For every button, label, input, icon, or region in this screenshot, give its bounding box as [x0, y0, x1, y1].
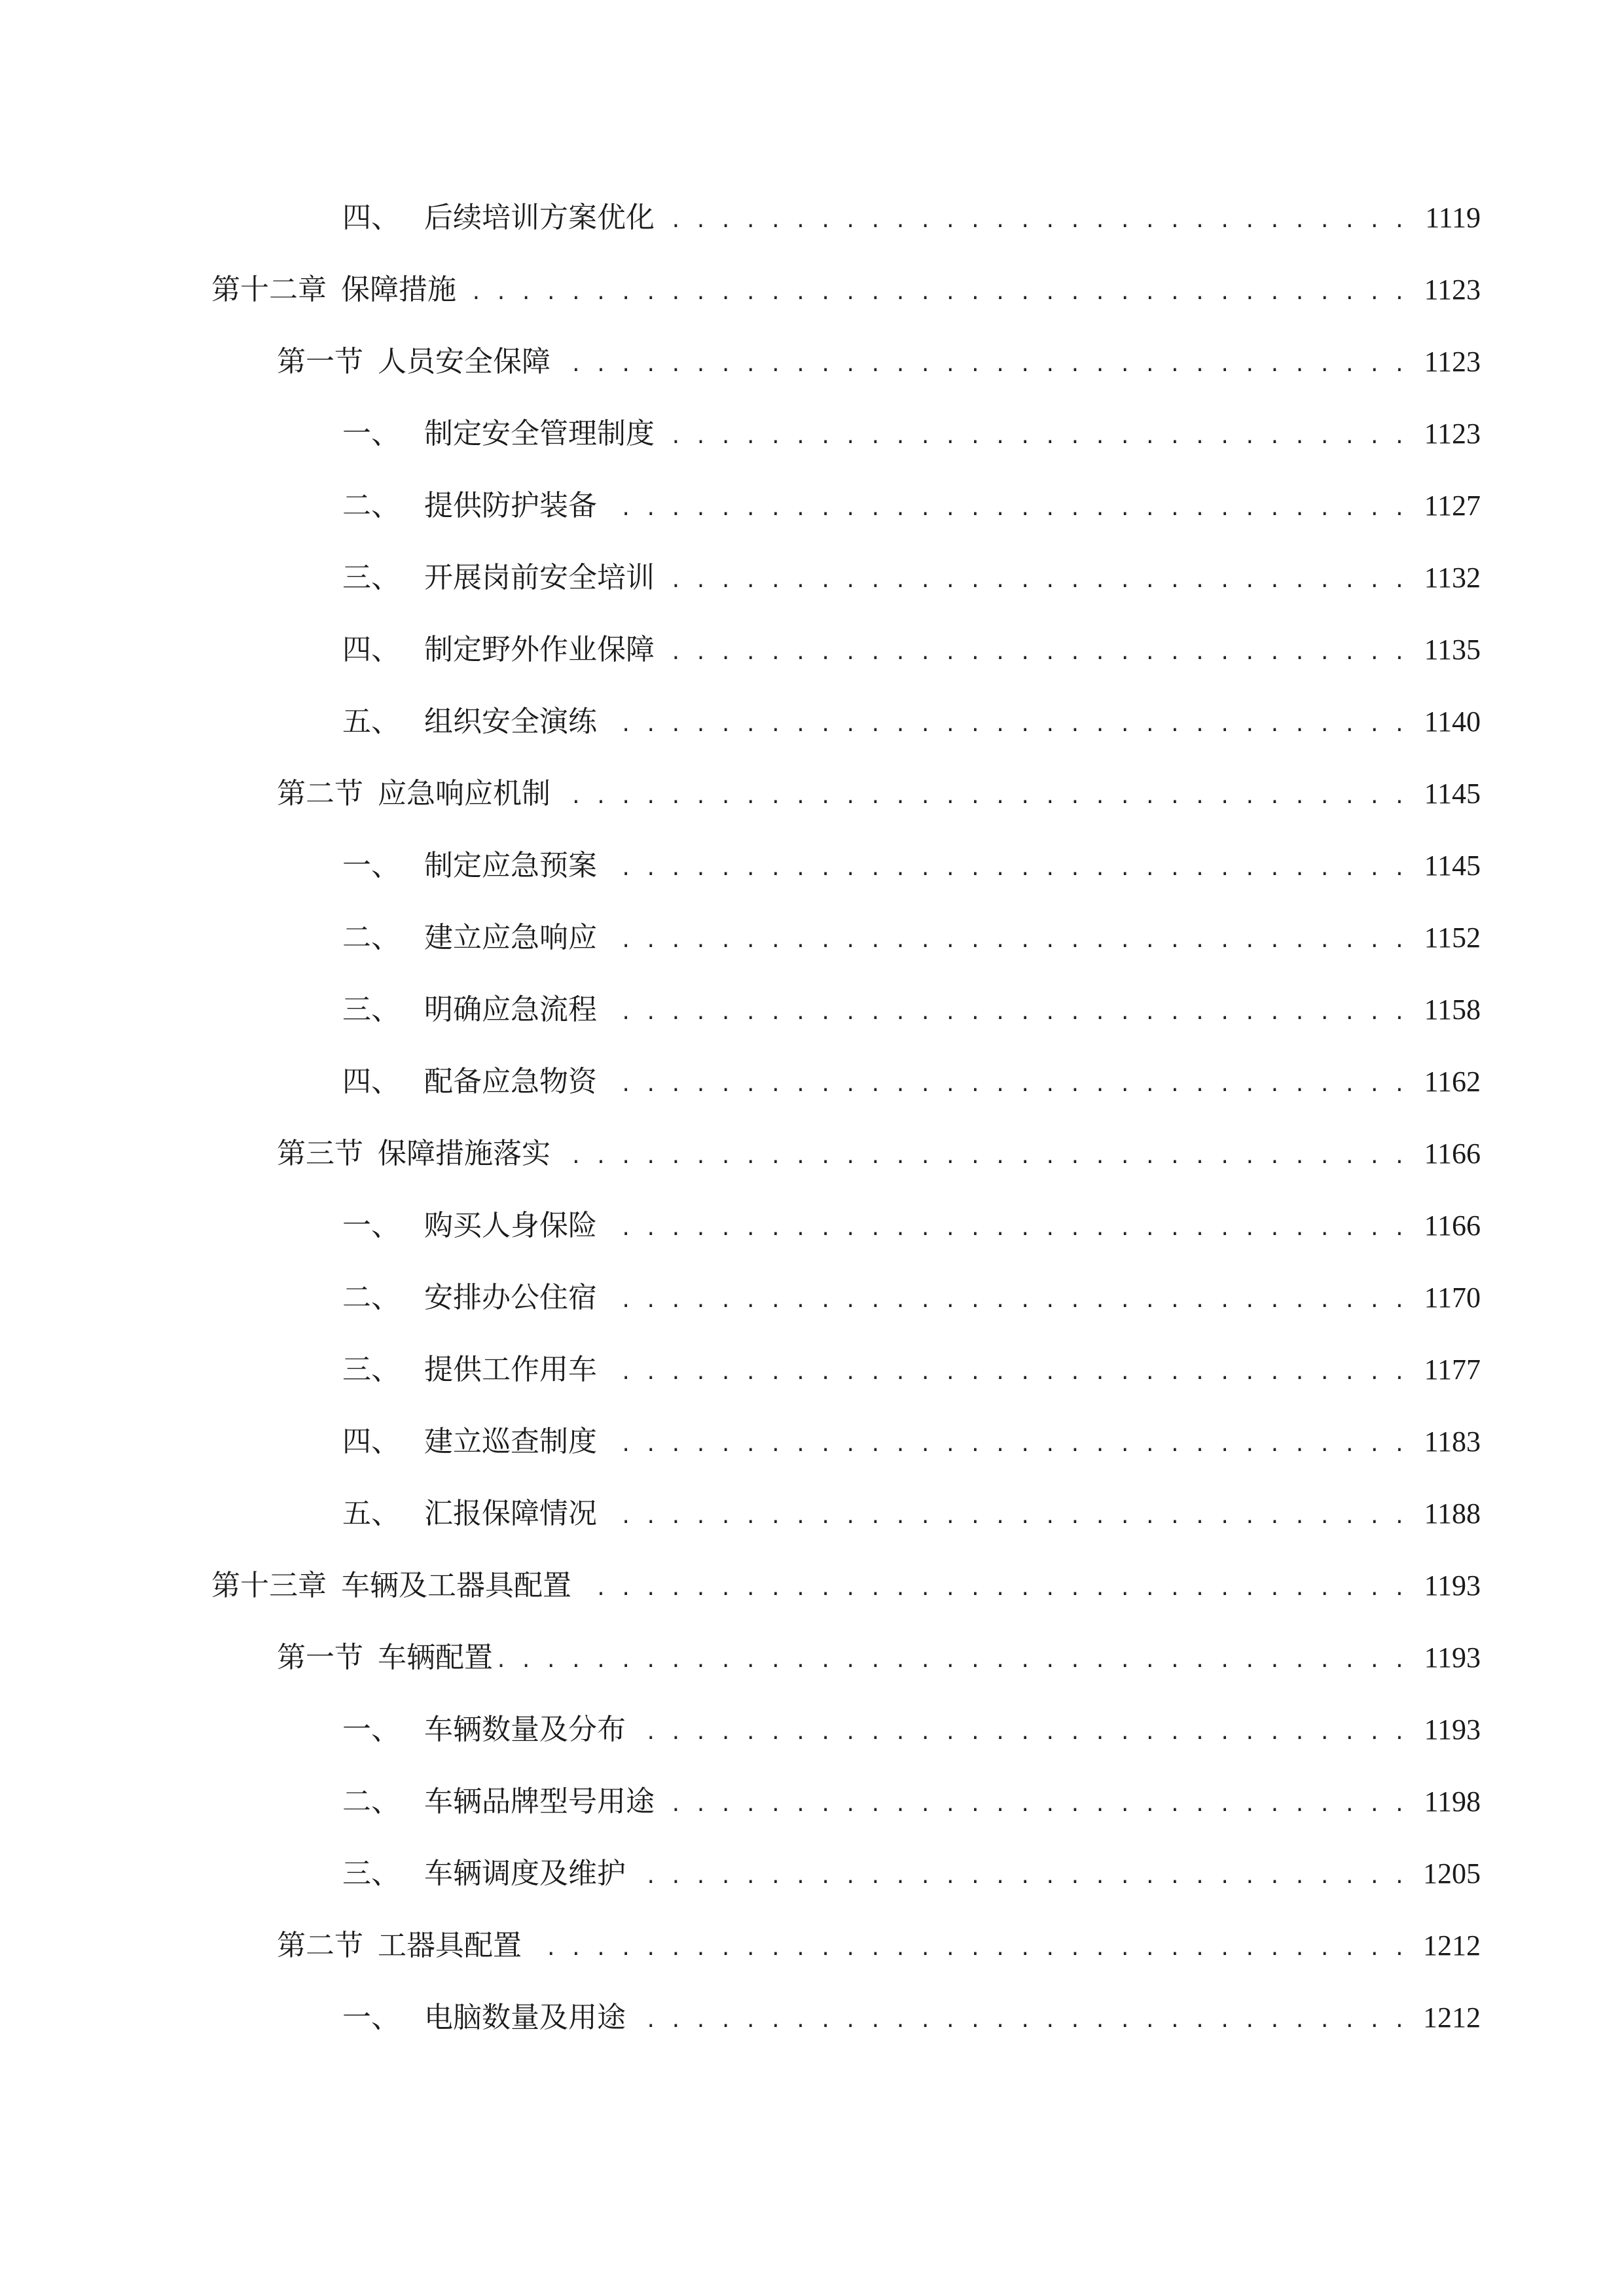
toc-dot-leader: [632, 1715, 1406, 1744]
toc-entry-page: 1193: [1424, 1713, 1481, 1746]
toc-dot-leader: [604, 1211, 1406, 1240]
toc-dot-leader: [604, 492, 1406, 520]
toc-entry-number: 第一节: [277, 345, 363, 378]
toc-entry-number: 三、: [342, 1857, 400, 1890]
toc-entry-title: 保障措施落实: [378, 1137, 550, 1170]
toc-entry-title: 配备应急物资: [424, 1065, 597, 1098]
toc-entry-title: 制定野外作业保障: [424, 633, 655, 666]
toc-entry-title: 提供防护装备: [424, 489, 597, 522]
toc-entry-number: 五、: [342, 1497, 400, 1530]
toc-entry-page: 1166: [1424, 1138, 1481, 1170]
toc-entry-number: 四、: [342, 1425, 400, 1458]
toc-entry[interactable]: [342, 1704, 1481, 1756]
toc-entry[interactable]: [342, 624, 1481, 676]
toc-dot-leader: [578, 1571, 1406, 1600]
toc-entry-title: 车辆配置: [378, 1641, 493, 1674]
toc-entry-title: 建立巡查制度: [424, 1425, 597, 1458]
toc-dot-leader: [557, 780, 1406, 808]
toc-entry-page: 1183: [1424, 1426, 1481, 1458]
toc-entry[interactable]: [342, 1992, 1481, 2044]
toc-entry-page: 1166: [1424, 1210, 1481, 1242]
toc-dot-leader: [604, 1427, 1406, 1456]
toc-dot-leader: [604, 1499, 1406, 1528]
toc-entry-number: 三、: [342, 561, 400, 594]
toc-entry-title: 应急响应机制: [378, 777, 550, 810]
toc-entry-title: 制定安全管理制度: [424, 417, 655, 450]
toc-entry-title: 车辆品牌型号用途: [424, 1785, 655, 1818]
toc-entry-title: 车辆及工器具配置: [341, 1569, 571, 1602]
toc-entry-number: 一、: [342, 1209, 400, 1242]
toc-dot-leader: [604, 852, 1406, 880]
toc-entry-page: 1198: [1424, 1785, 1481, 1818]
toc-entry-page: 1135: [1424, 634, 1481, 666]
toc-entry-number: 第一节: [277, 1641, 363, 1674]
toc-entry-title: 制定应急预案: [424, 849, 597, 882]
toc-entry-title: 电脑数量及用途: [424, 2001, 626, 2034]
toc-entry-number: 第十三章: [211, 1569, 327, 1602]
toc-entry-number: 三、: [342, 993, 400, 1026]
toc-dot-leader: [661, 1787, 1406, 1816]
toc-dot-leader: [604, 1283, 1406, 1312]
toc-entry[interactable]: [342, 1848, 1481, 1900]
toc-entry-page: 1152: [1424, 922, 1481, 954]
toc-dot-leader: [661, 636, 1406, 664]
toc-dot-leader: [604, 1355, 1406, 1384]
toc-entry-number: 二、: [342, 489, 400, 522]
toc-entry[interactable]: [342, 1272, 1481, 1324]
toc-dot-leader: [604, 708, 1406, 736]
toc-entry-page: 1123: [1424, 274, 1481, 306]
toc-entry-number: 一、: [342, 417, 400, 450]
toc-entry-title: 建立应急响应: [424, 921, 597, 954]
toc-entry-number: 二、: [342, 921, 400, 954]
toc-entry-number: 一、: [342, 1713, 400, 1746]
toc-dot-leader: [632, 2003, 1406, 2032]
toc-entry-page: 1212: [1423, 2001, 1481, 2034]
toc-entry[interactable]: [342, 1416, 1481, 1468]
toc-dot-leader: [463, 276, 1406, 304]
toc-entry-number: 二、: [342, 1281, 400, 1314]
toc-entry-page: 1145: [1424, 778, 1481, 810]
toc-entry[interactable]: [342, 1344, 1481, 1396]
toc-entry-number: 一、: [342, 849, 400, 882]
toc-entry-title: 安排办公住宿: [424, 1281, 597, 1314]
toc-entry-number: 第三节: [277, 1137, 363, 1170]
toc-entry[interactable]: [342, 192, 1481, 244]
toc-entry[interactable]: [342, 552, 1481, 604]
toc-entry-title: 购买人身保险: [424, 1209, 597, 1242]
toc-entry-number: 四、: [342, 633, 400, 666]
toc-dot-leader: [604, 1067, 1406, 1096]
toc-entry[interactable]: [342, 984, 1481, 1036]
toc-entry-page: 1123: [1424, 418, 1481, 450]
toc-entry-number: 三、: [342, 1353, 400, 1386]
toc-entry-title: 后续培训方案优化: [424, 201, 655, 234]
toc-entry-number: 四、: [342, 201, 400, 234]
toc-entry-page: 1132: [1424, 562, 1481, 594]
toc-dot-leader: [661, 204, 1406, 232]
toc-dot-leader: [557, 1139, 1406, 1168]
toc-entry[interactable]: [211, 264, 1481, 316]
toc-entry[interactable]: [342, 696, 1481, 748]
toc-entry-title: 车辆数量及分布: [424, 1713, 626, 1746]
toc-entry-page: 1140: [1424, 706, 1481, 738]
toc-entry[interactable]: [342, 912, 1481, 964]
toc-dot-leader: [499, 1643, 1406, 1672]
toc-entry[interactable]: [342, 1488, 1481, 1540]
toc-entry-page: 1177: [1424, 1354, 1481, 1386]
toc-entry-page: 1119: [1425, 202, 1481, 234]
toc-entry[interactable]: [277, 336, 1481, 388]
toc-dot-leader: [632, 1859, 1406, 1888]
toc-entry-title: 工器具配置: [378, 1929, 522, 1962]
toc-dot-leader: [604, 924, 1406, 952]
toc-entry-title: 开展岗前安全培训: [424, 561, 655, 594]
toc-entry-number: 五、: [342, 705, 400, 738]
toc-entry-page: 1188: [1424, 1498, 1481, 1530]
toc-dot-leader: [604, 996, 1406, 1024]
toc-entry[interactable]: [277, 1128, 1481, 1180]
toc-entry[interactable]: [277, 768, 1481, 820]
toc-dot-leader: [661, 564, 1406, 592]
toc-entry-number: 四、: [342, 1065, 400, 1098]
toc-entry-title: 提供工作用车: [424, 1353, 597, 1386]
toc-entry[interactable]: [342, 1200, 1481, 1252]
toc-entry-page: 1170: [1424, 1282, 1481, 1314]
toc-entry-title: 保障措施: [341, 273, 456, 306]
toc-entry-page: 1158: [1424, 994, 1481, 1026]
toc-entry[interactable]: [342, 408, 1481, 460]
toc-entry-title: 汇报保障情况: [424, 1497, 597, 1530]
toc-entry-title: 人员安全保障: [378, 345, 550, 378]
toc-entry[interactable]: [342, 840, 1481, 892]
toc-entry-number: 一、: [342, 2001, 400, 2034]
toc-entry-number: 第十二章: [211, 273, 327, 306]
toc-entry-number: 第二节: [277, 1929, 363, 1962]
toc-entry-title: 明确应急流程: [424, 993, 597, 1026]
toc-entry[interactable]: [211, 1560, 1481, 1612]
toc-entry-page: 1193: [1424, 1570, 1481, 1602]
toc-dot-leader: [557, 348, 1406, 376]
toc-entry[interactable]: [342, 1776, 1481, 1828]
toc-entry-page: 1145: [1424, 850, 1481, 882]
toc-entry-number: 第二节: [277, 777, 363, 810]
toc-entry-page: 1123: [1424, 346, 1481, 378]
toc-entry-page: 1212: [1423, 1929, 1481, 1962]
toc-dot-leader: [528, 1931, 1406, 1960]
toc-entry-page: 1127: [1424, 490, 1481, 522]
toc-entry-page: 1193: [1424, 1641, 1481, 1674]
toc-entry-title: 组织安全演练: [424, 705, 597, 738]
toc-entry-number: 二、: [342, 1785, 400, 1818]
toc-entry[interactable]: [342, 1056, 1481, 1108]
toc-entry[interactable]: [277, 1632, 1481, 1684]
toc-entry-page: 1162: [1424, 1066, 1481, 1098]
toc-entry[interactable]: [342, 480, 1481, 532]
toc-dot-leader: [661, 420, 1406, 448]
toc-entry[interactable]: [277, 1920, 1481, 1972]
toc-entry-page: 1205: [1423, 1857, 1481, 1890]
toc-entry-title: 车辆调度及维护: [424, 1857, 626, 1890]
